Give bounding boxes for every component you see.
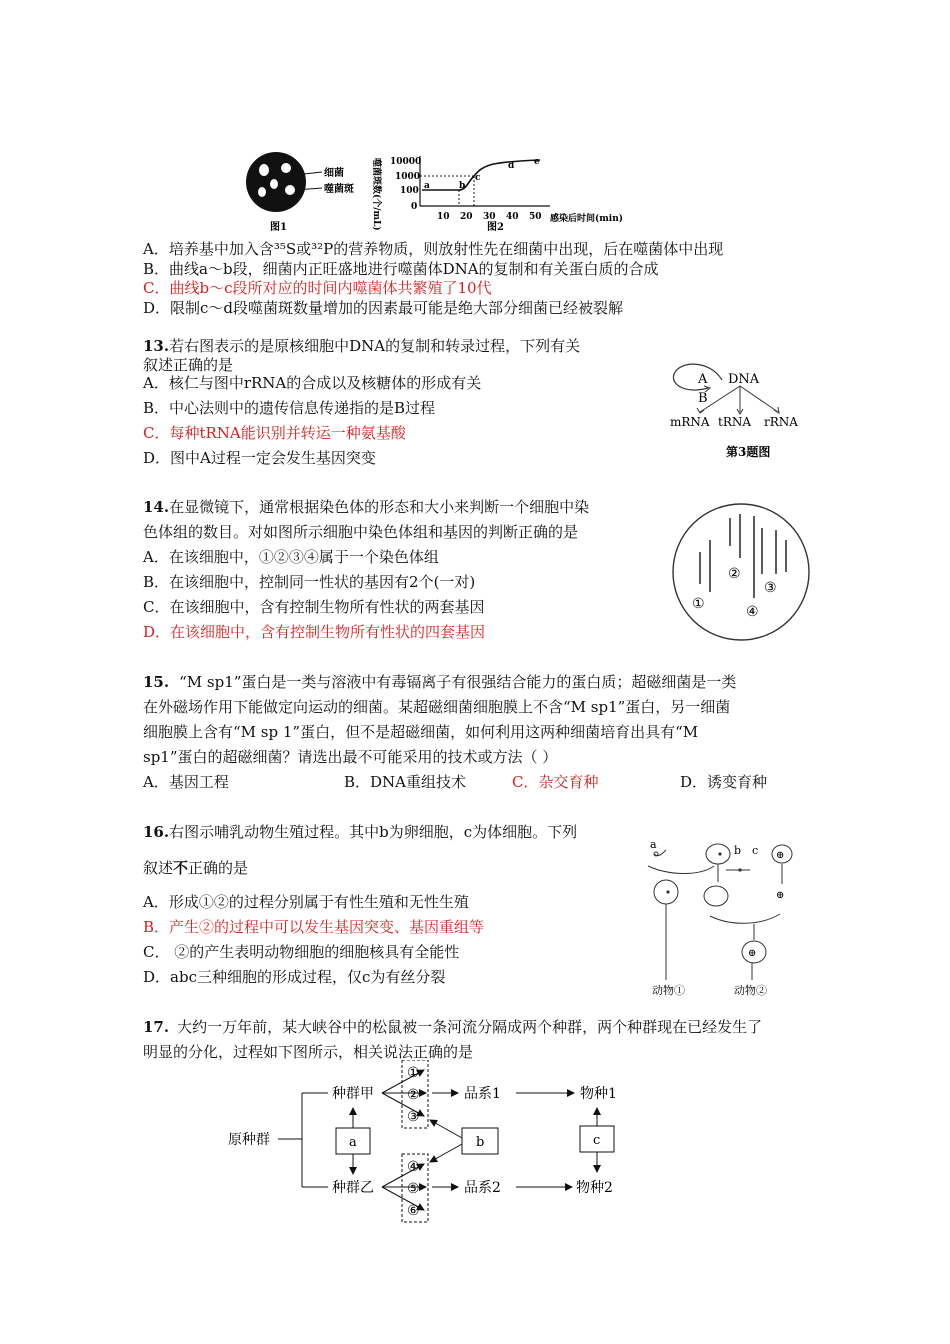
fig2-caption: 图2 (487, 222, 504, 233)
q15-stem-line2: 在外磁场作用下能做定向运动的细菌。某超磁细菌细胞膜上不含“M sp1”蛋白，另一细菌 (143, 698, 731, 716)
q15-stem-line1 (143, 672, 736, 692)
q16-option-b: B．产生②的过程中可以发生基因突变、基因重组等 (143, 918, 485, 936)
arrow (430, 1144, 462, 1162)
zygote (654, 880, 678, 904)
question-number: 16. (143, 823, 170, 841)
q13-option-d: D．图中A过程一定会发生基因突变 (143, 449, 376, 467)
egg-cell (706, 844, 730, 864)
q15-option-c: C．杂交育种 (512, 773, 599, 791)
label-a: a (650, 838, 657, 851)
q17-figure-svg (220, 1060, 640, 1225)
q16-option-a: A．形成①②的过程分别属于有性生殖和无性生殖 (143, 893, 469, 911)
nucleus-mark: ⊕ (748, 948, 757, 959)
fig2-xtick: 50 (529, 212, 542, 222)
question-number: 14. (143, 498, 170, 516)
nucleus (718, 852, 721, 855)
point-d: d (508, 161, 515, 171)
circle-4: ④ (407, 1159, 420, 1175)
label-strain1: 品系1 (464, 1086, 501, 1102)
label-animal2: 动物② (734, 984, 767, 997)
q16-option-d: D．abc三种细胞的形成过程，仅c为有丝分裂 (143, 968, 446, 986)
label-pop-a: 种群甲 (332, 1086, 374, 1102)
q13-option-c: C．每种tRNA能识别并转运一种氨基酸 (143, 424, 406, 442)
point-a: a (424, 181, 430, 191)
q13-figure-caption: 第3题图 (726, 445, 771, 459)
fertilization-curve (648, 866, 714, 874)
box-c-label: c (593, 1133, 601, 1148)
plaque (258, 187, 266, 197)
q17-stem-line1: 大约一万年前，某大峡谷中的松鼠被一条河流分隔成两个种群，两个种群现在已经发生了 (177, 1018, 763, 1036)
label-origin: 原种群 (228, 1132, 270, 1148)
plaque (259, 164, 269, 176)
q13-option-b: B．中心法则中的遗传信息传递指的是B过程 (143, 399, 436, 417)
label-dna: DNA (728, 372, 760, 387)
fig1-label-plaque: 噬菌斑 (324, 184, 354, 195)
q12-option-a: A．培养基中加入含³⁵S或³²P的营养物质，则放射性先在细菌中出现，后在噬菌体中出现 (143, 240, 724, 258)
q17-figure (220, 1060, 640, 1225)
q16-stem-line2 (143, 858, 248, 878)
nucleus (738, 868, 741, 871)
box-a-label: a (349, 1135, 357, 1150)
fig2-xtick: 40 (506, 212, 519, 222)
q12-option-d: D．限制c～d段噬菌斑数量增加的因素最可能是绝大部分细菌已经被裂解 (143, 299, 624, 317)
fig2-xtick: 10 (437, 212, 450, 222)
circle-5: ⑤ (407, 1181, 420, 1197)
q14-figure-svg (668, 500, 814, 646)
nucleus (666, 890, 669, 893)
fig2-ytick: 1000 (395, 172, 421, 182)
arrow-to-rrna (740, 386, 778, 412)
q15-stem-line3: 细胞膜上含有“M sp 1”蛋白，但不是超磁细菌，如何利用这两种细菌培育出具有“M (143, 723, 699, 741)
q17-stem (143, 1017, 762, 1037)
arrow-head (774, 407, 779, 413)
q13-figure (660, 352, 810, 462)
q12-figure-svg (240, 148, 640, 238)
nucleus-mark: ⊕ (776, 890, 785, 901)
q14-figure (668, 500, 814, 646)
fig2-xticks (437, 212, 542, 222)
marker-4: ④ (746, 604, 759, 620)
label-b: b (734, 844, 742, 857)
cell-outline (673, 504, 809, 640)
label-b: B (698, 391, 708, 406)
fig2-xtick: 30 (483, 212, 496, 222)
arrow (430, 1120, 462, 1138)
circle-3: ③ (407, 1109, 420, 1125)
fig1-caption: 图1 (270, 222, 287, 233)
fig2-ytick: 0 (411, 202, 418, 212)
circle-6: ⑥ (407, 1203, 420, 1219)
fig2-ylabel: 噬菌斑数(个/mL) (371, 158, 381, 231)
q15-line: “M sp1”蛋白是一类与溶液中有毒镉离子有很强结合能力的蛋白质；超磁细菌是一类 (179, 673, 737, 691)
point-b: b (459, 181, 466, 191)
q12-figure (240, 148, 640, 238)
q16-stem-pre: 叙述 (143, 859, 174, 877)
label-mrna: mRNA (670, 415, 710, 429)
q16-stem (143, 822, 577, 842)
circle-2: ② (407, 1087, 420, 1103)
label-a: A (698, 372, 708, 387)
circle-1: ① (407, 1065, 420, 1081)
plaque (270, 179, 278, 189)
label-species2: 物种2 (576, 1180, 613, 1196)
q15-option-a: A．基因工程 (143, 773, 229, 791)
q14-option-c: C．在该细胞中，含有控制生物所有性状的两套基因 (143, 598, 485, 616)
question-number: 15. (143, 673, 170, 691)
label-strain2: 品系2 (464, 1180, 501, 1196)
label-animal1: 动物① (652, 984, 685, 997)
q14-stem (143, 497, 589, 517)
q16-figure-svg (640, 832, 810, 1002)
nucleus-mark: ⊕ (776, 850, 785, 861)
point-e: e (534, 157, 540, 167)
label-species1: 物种1 (580, 1086, 617, 1102)
marker-3: ③ (764, 580, 777, 596)
label-pop-b: 种群乙 (332, 1180, 374, 1196)
q14-option-b: B．在该细胞中，控制同一性状的基因有2个(一对) (143, 573, 476, 591)
q16-option-c: C． ②的产生表明动物细胞的细胞核具有全能性 (143, 943, 460, 961)
q13-stem-line1: 若右图表示的是原核细胞中DNA的复制和转录过程，下列有关 (169, 337, 581, 355)
q13-option-a: A．核仁与图中rRNA的合成以及核糖体的形成有关 (143, 374, 482, 392)
marker-2: ② (728, 566, 741, 582)
pointer-line (304, 172, 322, 174)
plaque (281, 163, 291, 173)
growth-curve (422, 160, 540, 190)
q15-option-d: D．诱变育种 (680, 773, 768, 791)
question-number: 17. (143, 1018, 170, 1036)
label-rrna: rRNA (764, 415, 798, 429)
q16-stem-post: 正确的是 (188, 859, 249, 877)
fig2-ytick: 10000 (390, 157, 422, 167)
q12-option-c: C．曲线b～c段所对应的时间内噬菌体共繁殖了10代 (143, 279, 492, 297)
q15-option-b: B．DNA重组技术 (344, 773, 467, 791)
marker-1: ① (692, 596, 705, 612)
q15-stem-line4: sp1”蛋白的超磁细菌？请选出最不可能采用的技术或方法（ ） (143, 748, 558, 766)
question-number: 13. (143, 337, 170, 355)
fig1-label-bacteria: 细菌 (324, 168, 344, 179)
label-c: c (752, 844, 759, 857)
q13-stem-line2: 叙述正确的是 (143, 356, 234, 374)
box-b-label: b (476, 1135, 485, 1150)
q12-option-b: B．曲线a～b段，细菌内正旺盛地进行噬菌体DNA的复制和有关蛋白质的合成 (143, 260, 659, 278)
plaque (285, 185, 295, 195)
q13-figure-svg (660, 352, 810, 462)
q16-stem-bold: 不 (173, 859, 189, 877)
enucleated-egg (704, 886, 728, 906)
fig2-xlabel: 感染后时间(min) (550, 214, 624, 224)
fig2-ytick: 100 (400, 186, 419, 196)
q16-stem-line1: 右图示哺乳动物生殖过程。其中b为卵细胞，c为体细胞。下列 (169, 823, 578, 841)
arrow-head (697, 408, 704, 413)
point-c: c (475, 173, 481, 183)
q14-stem-line2: 色体组的数目。对如图所示细胞中染色体组和基因的判断正确的是 (143, 523, 579, 541)
q14-stem-line1: 在显微镜下，通常根据染色体的形态和大小来判断一个细胞中染 (169, 498, 590, 516)
q14-option-a: A．在该细胞中，①②③④属于一个染色体组 (143, 548, 439, 566)
q13-stem (143, 336, 580, 356)
fig2-xtick: 20 (460, 212, 473, 222)
q16-figure (640, 832, 810, 1002)
q17-stem-line2: 明显的分化，过程如下图所示，相关说法正确的是 (143, 1043, 474, 1061)
q14-option-d: D．在该细胞中，含有控制生物所有性状的四套基因 (143, 623, 486, 641)
label-trna: tRNA (718, 415, 752, 429)
nuclear-transfer-curve (710, 914, 780, 923)
